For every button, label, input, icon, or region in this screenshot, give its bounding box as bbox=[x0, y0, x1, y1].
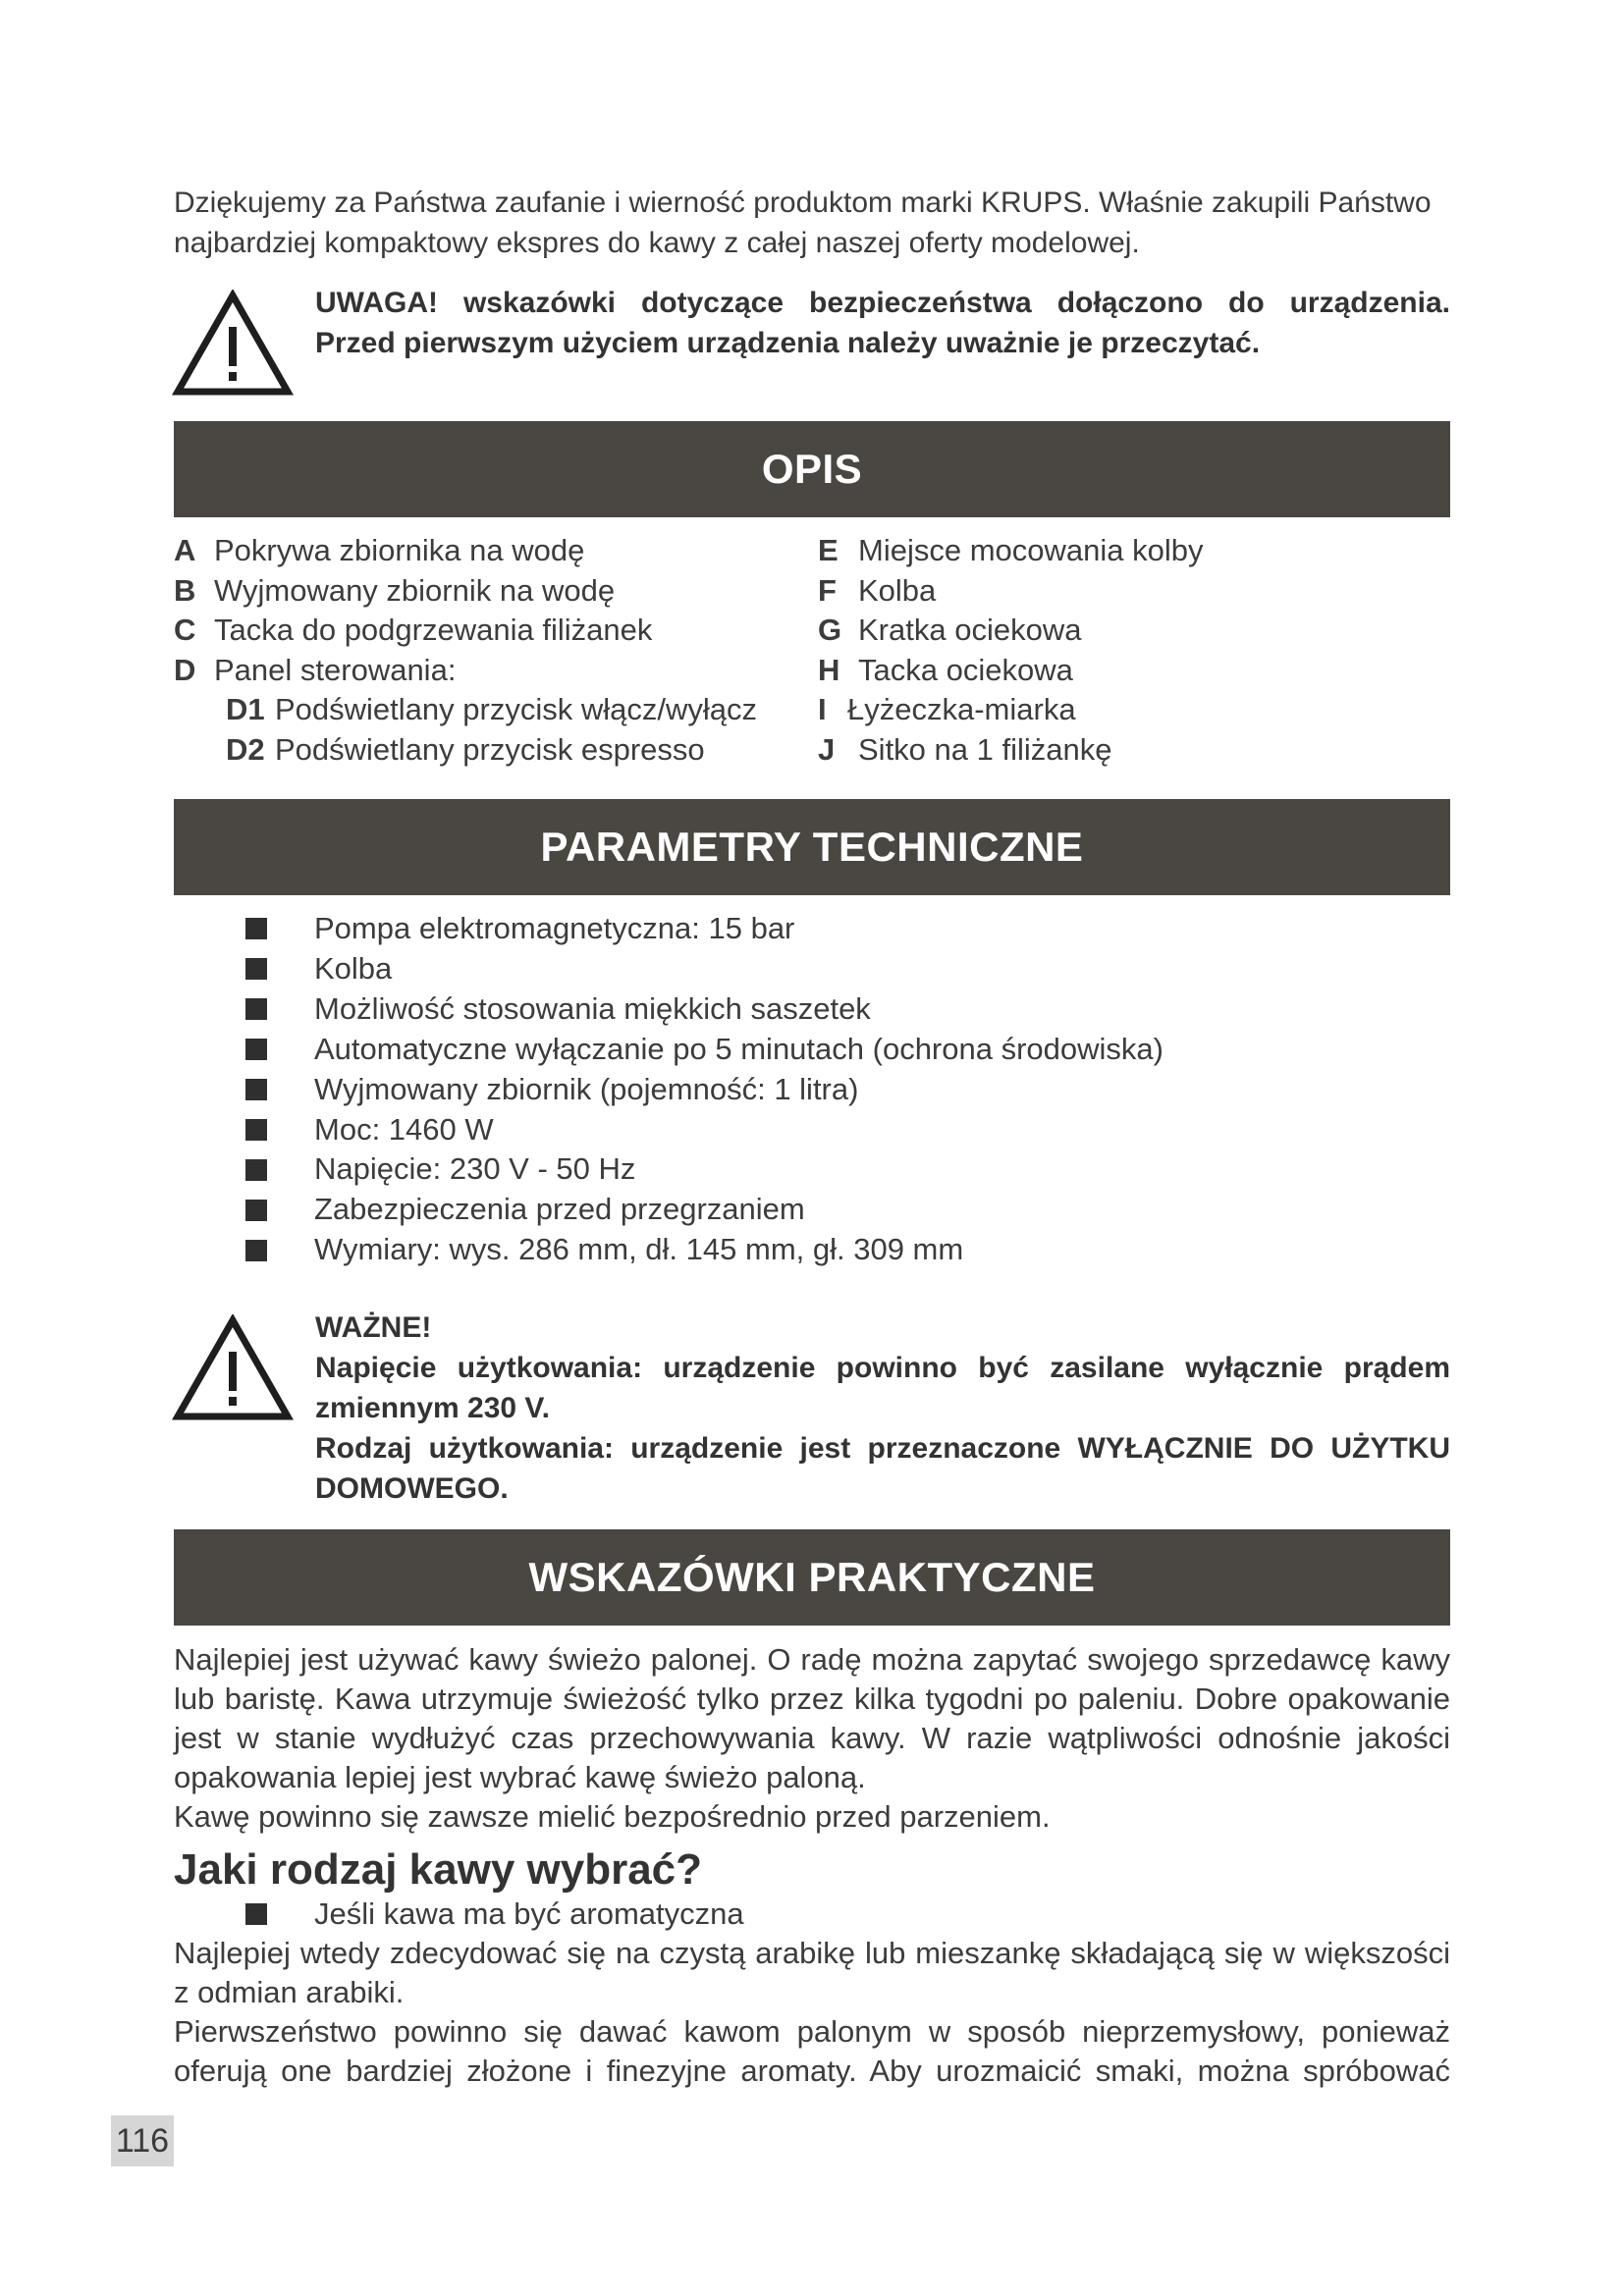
warning-line: Rodzaj użytkowania: urządzenie jest przeznaczone WYŁĄCZNIE DO UŻYTKU bbox=[315, 1432, 1450, 1465]
section-heading: Jaki rodzaj kawy wybrać? bbox=[174, 1845, 703, 1894]
list-item: Wymiary: wys. 286 mm, dł. 145 mm, gł. 309 mm bbox=[245, 1230, 1164, 1270]
warning-triangle-icon bbox=[172, 1314, 294, 1422]
warning-title: WAŻNE! bbox=[315, 1311, 432, 1344]
jaki-text bbox=[174, 1934, 1450, 2091]
list-item: D2 Podświetlany przycisk espresso bbox=[226, 731, 705, 767]
bullet-square-icon bbox=[245, 1240, 267, 1261]
warning-line: DOMOWEGO. bbox=[315, 1472, 509, 1505]
list-item: Pompa elektromagnetyczna: 15 bar bbox=[245, 909, 1164, 949]
page-number: 116 bbox=[111, 2115, 174, 2166]
paragraph: Najlepiej jest używać kawy świeżo palonej. O radę można zapytać swojego sprzedawcę kawy lub baristę. Kawa utrzymuje świeżość tylko przez kilka tygodni po paleniu. Dobre opakowanie jest w stanie wydłużyć czas przechowywania kawy. W razie wątpliwości odnośnie jakości opakowania lepiej jest wybrać kawę świeżo paloną. bbox=[174, 1642, 1450, 1794]
list-item: A Pokrywa zbiornika na wodę bbox=[174, 533, 585, 567]
list-item: E Miejsce mocowania kolby bbox=[818, 533, 1204, 567]
section-header-opis: OPIS bbox=[174, 421, 1450, 517]
bullet-square-icon bbox=[245, 958, 267, 980]
list-item: H Tacka ociekowa bbox=[818, 652, 1073, 687]
list-item: I Łyżeczka-miarka bbox=[818, 692, 1076, 727]
list-item: Automatyczne wyłączanie po 5 minutach (ochrona środowiska) bbox=[245, 1030, 1164, 1070]
warning-line: Przed pierwszym użyciem urządzenia należy uważnie je przeczytać. bbox=[315, 327, 1261, 359]
bullet-square-icon bbox=[245, 1159, 267, 1181]
bullet-square-icon bbox=[245, 1903, 267, 1925]
list-item: Moc: 1460 W bbox=[245, 1110, 1164, 1150]
parametry-list bbox=[245, 909, 1164, 1270]
paragraph: Kawę powinno się zawsze mielić bezpośrednio przed parzeniem. bbox=[174, 1799, 1051, 1834]
bullet-square-icon bbox=[245, 1200, 267, 1221]
list-item: Jeśli kawa ma być aromatyczna bbox=[245, 1895, 744, 1934]
section-header-parametry: PARAMETRY TECHNICZNE bbox=[174, 799, 1450, 895]
intro-line: Dziękujemy za Państwa zaufanie i wierność produktom marki KRUPS. Właśnie zakupili Państwo bbox=[174, 187, 1432, 219]
list-item: Możliwość stosowania miękkich saszetek bbox=[245, 989, 1164, 1030]
bullet-square-icon bbox=[245, 998, 267, 1020]
wskazowki-text bbox=[174, 1640, 1450, 1837]
bullet-square-icon bbox=[245, 1039, 267, 1060]
bullet-square-icon bbox=[245, 1119, 267, 1141]
warning-line: Napięcie użytkowania: urządzenie powinno być zasilane wyłącznie prądem bbox=[315, 1352, 1450, 1384]
important-warning bbox=[315, 1308, 1450, 1509]
list-item: Wyjmowany zbiornik (pojemność: 1 litra) bbox=[245, 1070, 1164, 1110]
list-item: F Kolba bbox=[818, 572, 937, 608]
warning-line: UWAGA! wskazówki dotyczące bezpieczeństwa dołączono do urządzenia. bbox=[315, 287, 1450, 319]
paragraph: Najlepiej wtedy zdecydować się na czystą arabikę lub mieszankę składającą się w większości z odmian arabiki. bbox=[174, 1936, 1450, 2009]
intro-line: najbardziej kompaktowy ekspres do kawy z całej naszej oferty modelowej. bbox=[174, 227, 1140, 259]
list-item: G Kratka ociekowa bbox=[818, 613, 1082, 648]
intro-text bbox=[174, 183, 1450, 263]
list-item: D1 Podświetlany przycisk włącz/wyłącz bbox=[226, 692, 757, 727]
list-item: J Sitko na 1 filiżankę bbox=[818, 731, 1112, 767]
warning-triangle-icon bbox=[172, 290, 294, 398]
warning-line: zmiennym 230 V. bbox=[315, 1392, 551, 1424]
section-header-wskazowki: WSKAZÓWKI PRAKTYCZNE bbox=[174, 1529, 1450, 1626]
safety-warning bbox=[315, 283, 1450, 363]
list-item: Kolba bbox=[245, 949, 1164, 989]
list-item: B Wyjmowany zbiornik na wodę bbox=[174, 572, 616, 608]
list-item: D Panel sterowania: bbox=[174, 652, 457, 687]
bullet-square-icon bbox=[245, 918, 267, 939]
list-item: Napięcie: 230 V - 50 Hz bbox=[245, 1149, 1164, 1190]
paragraph: Pierwszeństwo powinno się dawać kawom palonym w sposób nieprzemysłowy, ponieważ oferują one bardziej złożone i finezyjne aromaty. Aby urozmaicić smaki, można spróbować bbox=[174, 2014, 1450, 2088]
opis-right-column bbox=[818, 531, 1203, 771]
bullet-square-icon bbox=[245, 1079, 267, 1100]
opis-left-column bbox=[174, 531, 757, 771]
list-item: C Tacka do podgrzewania filiżanek bbox=[174, 613, 653, 648]
list-item: Zabezpieczenia przed przegrzaniem bbox=[245, 1190, 1164, 1230]
